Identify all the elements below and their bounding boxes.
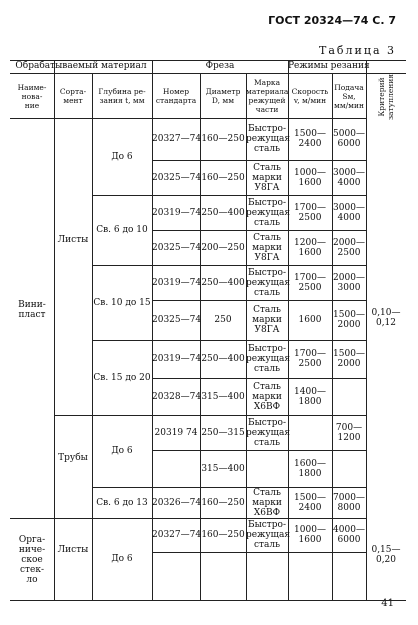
cell-grade-line: марки xyxy=(252,497,282,508)
cell-grade-line: режущая xyxy=(246,354,291,364)
cell-wear-line: 0,12 xyxy=(375,318,397,328)
document-header: ГОСТ 20324—74 С. 7 xyxy=(268,14,396,27)
cell-feed xyxy=(332,129,366,149)
cell-standard xyxy=(152,173,200,183)
cell-speed-line: 1000— xyxy=(294,525,326,535)
cell-standard-line: 20325—74 xyxy=(152,315,202,325)
cell-grade-line: Х6ВФ xyxy=(253,507,281,518)
cell-grade-line: режущая xyxy=(246,530,291,540)
cell-speed-line: 1700— xyxy=(294,202,326,213)
cell-diameter-line: 160—250 xyxy=(201,497,245,508)
row-rule xyxy=(152,415,366,416)
cell-grade-line: Сталь xyxy=(253,487,281,498)
header-name xyxy=(10,83,54,110)
cell-speed-line: 1600 xyxy=(298,177,322,188)
cell-feed-line: 1500— xyxy=(333,310,365,320)
cell-standard-line: 20327—74 xyxy=(152,530,202,540)
cell-depth-line: Св. 6 до 10 xyxy=(96,225,148,235)
row-rule xyxy=(152,160,366,161)
header-grade-line: Марка xyxy=(253,78,281,87)
cell-diameter-line: 160—250 xyxy=(201,134,245,144)
cell-feed-line: 8000 xyxy=(337,502,361,513)
cell-speed xyxy=(288,203,332,223)
cell-diameter-line: 250—400 xyxy=(201,354,245,364)
cell-diameter-line: 200—250 xyxy=(201,242,245,253)
cell-speed-line: 1800 xyxy=(298,468,322,479)
cell-grade-line: Быстро- xyxy=(247,197,287,208)
cell-feed-line: 700— xyxy=(335,422,363,433)
cell-grade-line: сталь xyxy=(253,364,280,374)
cell-material-line: Вини- xyxy=(18,300,46,310)
cell-feed-line: 6000 xyxy=(337,139,361,149)
cell-feed xyxy=(332,203,366,223)
cell-depth-line: Св. 15 до 20 xyxy=(93,372,151,383)
depth-rule xyxy=(92,195,152,196)
cell-speed-line: 1600 xyxy=(298,247,322,258)
cell-grade-line: У8ГА xyxy=(254,252,280,263)
cell-feed xyxy=(332,310,366,330)
header-modes-group xyxy=(288,61,370,71)
cell-feed-line: 6000 xyxy=(337,535,361,545)
cell-depth xyxy=(92,446,152,456)
cell-depth xyxy=(92,373,152,383)
header-speed xyxy=(288,87,332,105)
cell-standard xyxy=(152,498,200,508)
table-title: Таблица 3 xyxy=(319,44,396,57)
cell-wear-line: 0,20 xyxy=(375,555,397,565)
cell-grade-line: Сталь xyxy=(253,381,281,392)
cell-diameter-line: 315—400 xyxy=(201,391,245,402)
cell-feed-line: 2000 xyxy=(337,359,361,369)
cell-material xyxy=(10,535,54,585)
header-standard xyxy=(152,87,200,105)
cell-speed-line: 1500— xyxy=(294,492,326,503)
cell-grade-line: марки xyxy=(252,391,282,402)
cell-depth xyxy=(92,498,152,508)
cell-grade-line: У8ГА xyxy=(254,182,280,193)
cell-depth xyxy=(92,225,152,235)
cell-speed-line: 1000— xyxy=(294,167,326,178)
header-diameter-line: D, мм xyxy=(211,96,235,105)
row-rule xyxy=(152,340,366,341)
cell-grade xyxy=(246,233,288,263)
cell-grade xyxy=(246,344,291,374)
row-rule xyxy=(152,378,366,379)
cell-speed xyxy=(288,129,332,149)
header-clearance-line: затупления xyxy=(386,73,395,121)
header-speed-line: Скорость xyxy=(291,87,329,96)
cell-feed-line: 3000— xyxy=(333,202,365,213)
cell-feed-line: 4000 xyxy=(337,177,361,188)
cell-wear-line: 0,10— xyxy=(371,308,401,318)
cell-speed-line: 2400 xyxy=(298,502,322,513)
cell-assortment xyxy=(54,235,92,245)
cell-diameter-line: 250—400 xyxy=(201,277,245,288)
cell-speed xyxy=(288,273,332,293)
cell-speed xyxy=(288,459,332,479)
header-diameter xyxy=(200,87,246,105)
cell-standard-line: 20325—74 xyxy=(152,242,202,253)
header-material-group xyxy=(10,61,152,71)
cell-speed-line: 2500 xyxy=(298,282,322,293)
header-bottom-rule xyxy=(10,118,366,119)
header-name-line: ние xyxy=(24,100,40,110)
cell-feed xyxy=(332,273,366,293)
header-clearance xyxy=(377,62,395,132)
cell-assortment xyxy=(54,545,92,555)
cell-material-line: пласт xyxy=(18,310,46,320)
cell-grade-line: марки xyxy=(252,172,282,183)
cell-feed-line: 2000— xyxy=(333,237,365,248)
cell-standard-line: 20325—74 xyxy=(152,172,202,183)
row-rule xyxy=(152,195,366,196)
cell-speed-line: 1200— xyxy=(294,237,326,248)
cell-wear xyxy=(366,545,406,565)
cell-speed-line: 1600— xyxy=(294,458,326,469)
cell-grade xyxy=(246,163,288,193)
cell-grade-line: сталь xyxy=(253,437,280,448)
cell-speed-line: 1700— xyxy=(294,349,326,359)
header-grade-line: режущей xyxy=(248,96,286,105)
cell-standard xyxy=(152,208,200,218)
cell-standard-line: 20319 74 xyxy=(154,427,198,438)
cell-speed xyxy=(288,525,332,545)
cell-standard-line: 20319—74 xyxy=(152,207,202,218)
cell-feed-line: 1200 xyxy=(337,432,361,443)
cell-speed xyxy=(288,168,332,188)
col-rule xyxy=(366,60,367,600)
material-rule xyxy=(10,518,152,519)
header-standard-line: Номер xyxy=(162,87,190,96)
cell-grade-line: Сталь xyxy=(253,232,281,243)
header-depth-line: Глубина ре- xyxy=(98,87,146,96)
header-material-group-line: Обрабатываемый материал xyxy=(15,61,147,71)
cell-diameter-line: 250—315 xyxy=(201,427,245,438)
cell-grade xyxy=(246,305,288,335)
cell-standard xyxy=(152,428,200,438)
cell-diameter xyxy=(200,464,246,474)
cell-grade-line: У8ГА xyxy=(254,325,280,335)
cell-feed xyxy=(332,168,366,188)
cell-speed-line: 1700— xyxy=(294,272,326,283)
cell-speed-line: 1600 xyxy=(298,315,322,325)
cell-wear xyxy=(366,308,406,328)
cell-diameter xyxy=(200,315,246,325)
cell-diameter xyxy=(200,498,246,508)
cell-diameter xyxy=(200,243,246,253)
cell-speed-line: 1400— xyxy=(294,386,326,397)
cell-speed-line: 2400 xyxy=(298,139,322,149)
cell-diameter xyxy=(200,354,246,364)
cell-grade xyxy=(246,488,288,518)
cell-feed-line: 4000— xyxy=(333,525,365,535)
row-rule xyxy=(152,230,366,231)
cell-speed-line: 2500 xyxy=(298,212,322,223)
cell-standard-line: 20328—74 xyxy=(152,391,202,402)
header-name-line: нова- xyxy=(21,91,43,101)
cell-material-line: ло xyxy=(26,575,38,585)
cell-feed-line: 2000 xyxy=(337,320,361,330)
header-assortment xyxy=(54,87,92,105)
cell-standard-line: 20326—74 xyxy=(152,497,202,508)
header-diameter-line: Диаметр xyxy=(205,87,241,96)
depth-rule xyxy=(92,487,152,488)
cell-speed xyxy=(288,315,332,325)
header-feed-line: мм/мин xyxy=(333,100,365,110)
header-standard-line: стандарта xyxy=(155,96,197,105)
col-rule xyxy=(332,73,333,600)
header-assortment-line: мент xyxy=(63,96,83,105)
cell-standard xyxy=(152,134,200,144)
cell-diameter xyxy=(200,208,246,218)
group-header-rule xyxy=(10,73,406,74)
cell-material-line: Орга- xyxy=(18,535,46,545)
cell-feed xyxy=(332,423,366,443)
header-name-line: Наиме- xyxy=(17,82,47,92)
col-rule xyxy=(54,60,55,600)
cell-standard-line: 20319—74 xyxy=(152,354,202,364)
cell-speed-line: 1500— xyxy=(294,129,326,139)
cell-grade-line: Х6ВФ xyxy=(253,401,281,412)
cell-assortment xyxy=(54,453,92,463)
row-rule xyxy=(152,450,366,451)
cell-standard xyxy=(152,530,200,540)
cell-grade-line: Быстро- xyxy=(247,520,287,530)
cell-grade-line: режущая xyxy=(246,134,291,144)
cell-diameter xyxy=(200,278,246,288)
cell-grade-line: сталь xyxy=(253,540,280,550)
cell-standard xyxy=(152,243,200,253)
cell-material-line: ское xyxy=(21,555,43,565)
header-grade-line: материала xyxy=(246,87,289,96)
depth-rule xyxy=(92,340,152,341)
cell-grade-line: режущая xyxy=(246,277,291,288)
cell-diameter xyxy=(200,173,246,183)
cell-feed xyxy=(332,349,366,369)
cell-material xyxy=(10,300,54,320)
assortment-rule xyxy=(54,415,152,416)
cell-standard-line: 20319—74 xyxy=(152,277,202,288)
cell-grade-line: Быстро- xyxy=(247,344,287,354)
cell-diameter xyxy=(200,530,246,540)
cell-grade xyxy=(246,382,288,412)
cell-diameter-line: 160—250 xyxy=(201,172,245,183)
cell-grade-line: Сталь xyxy=(253,305,281,315)
cell-diameter xyxy=(200,134,246,144)
cell-depth xyxy=(92,554,152,564)
row-rule xyxy=(152,518,366,519)
cell-depth-line: Св. 10 до 15 xyxy=(93,297,151,308)
cell-feed-line: 3000 xyxy=(337,282,361,293)
col-rule xyxy=(200,73,201,600)
cell-grade-line: сталь xyxy=(253,287,280,298)
depth-rule xyxy=(92,265,152,266)
cell-depth-line: До 6 xyxy=(111,446,133,456)
cell-standard xyxy=(152,354,200,364)
cell-speed xyxy=(288,349,332,369)
row-rule xyxy=(152,552,366,553)
cell-assortment-line: Листы xyxy=(57,545,89,555)
cell-feed-line: 2500 xyxy=(337,247,361,258)
cell-feed xyxy=(332,493,366,513)
cell-standard-line: 20327—74 xyxy=(152,134,202,144)
cell-material-line: стек- xyxy=(19,565,44,575)
cell-grade xyxy=(246,520,291,550)
cell-feed xyxy=(332,238,366,258)
header-feed-line: Sм, xyxy=(342,91,356,101)
page-number: 41 xyxy=(381,598,394,609)
header-feed xyxy=(332,83,366,110)
cell-feed-line: 3000— xyxy=(333,167,365,178)
header-grade xyxy=(246,78,288,114)
cell-depth xyxy=(92,298,152,308)
cell-wear-line: 0,15— xyxy=(371,545,401,555)
cell-grade xyxy=(246,124,291,154)
cell-speed xyxy=(288,238,332,258)
cell-diameter-line: 160—250 xyxy=(201,530,245,540)
cell-feed-line: 7000— xyxy=(333,492,365,503)
cell-grade-line: Быстро- xyxy=(247,124,287,134)
cell-assortment-line: Листы xyxy=(57,235,89,245)
header-grade-line: части xyxy=(255,105,279,114)
cell-speed-line: 1600 xyxy=(298,535,322,545)
cell-diameter-line: 250—400 xyxy=(201,207,245,218)
cell-grade-line: марки xyxy=(252,315,282,325)
cell-material-line: ниче- xyxy=(18,545,46,555)
row-rule xyxy=(152,265,366,266)
cell-depth-line: До 6 xyxy=(111,554,133,564)
cell-speed-line: 2500 xyxy=(298,359,322,369)
cell-diameter-line: 315—400 xyxy=(201,463,245,474)
cell-speed xyxy=(288,387,332,407)
cell-depth xyxy=(92,152,152,162)
cell-feed-line: 1500— xyxy=(333,349,365,359)
cell-feed-line: 2000— xyxy=(333,272,365,283)
cell-standard xyxy=(152,315,200,325)
header-depth-line: зания t, мм xyxy=(99,96,145,105)
cell-grade-line: Быстро- xyxy=(247,267,287,278)
cell-feed-line: 4000 xyxy=(337,212,361,223)
cell-grade-line: Сталь xyxy=(253,162,281,173)
header-modes-group-line: Режимы резания xyxy=(288,61,370,71)
header-depth xyxy=(92,87,152,105)
cell-diameter-line: 250 xyxy=(214,315,232,325)
cell-standard xyxy=(152,278,200,288)
cell-standard xyxy=(152,392,200,402)
header-cutter-group-line: Фреза xyxy=(205,61,235,71)
cell-depth-line: До 6 xyxy=(111,151,133,162)
cell-depth-line: Св. 6 до 13 xyxy=(96,497,148,508)
cell-grade-line: сталь xyxy=(253,144,280,154)
cell-feed-line: 5000— xyxy=(333,129,365,139)
header-cutter-group xyxy=(152,61,288,71)
cell-diameter xyxy=(200,392,246,402)
cell-grade xyxy=(246,417,291,448)
cell-grade xyxy=(246,197,291,228)
cell-grade-line: марки xyxy=(252,242,282,253)
cell-feed xyxy=(332,525,366,545)
header-feed-line: Подача xyxy=(334,82,364,92)
cell-speed xyxy=(288,493,332,513)
cell-grade xyxy=(246,267,291,298)
cell-grade-line: режущая xyxy=(246,427,291,438)
header-clearance-line: Критерий xyxy=(377,77,386,117)
header-speed-line: v, м/мин xyxy=(293,96,327,105)
bottom-rule xyxy=(10,600,406,601)
cell-assortment-line: Трубы xyxy=(58,453,88,463)
cell-grade-line: Быстро- xyxy=(247,417,287,428)
header-assortment-line: Сорта- xyxy=(59,87,87,96)
cell-speed-line: 1800 xyxy=(298,396,322,407)
cell-grade-line: режущая xyxy=(246,207,291,218)
cell-diameter xyxy=(200,428,246,438)
cell-grade-line: сталь xyxy=(253,217,280,228)
row-rule xyxy=(152,300,366,301)
